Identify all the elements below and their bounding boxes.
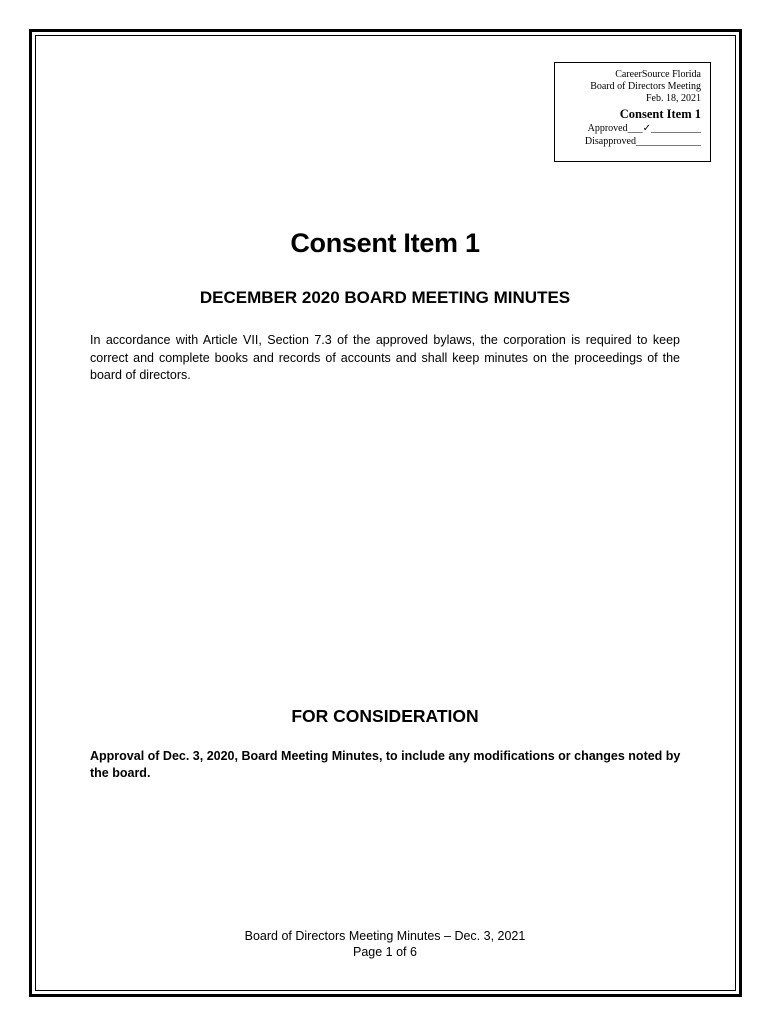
body-paragraph: In accordance with Article VII, Section 7.3 of the approved bylaws, the corporation is required to keep correct and complete books and records of accounts and shall keep minutes on the proceedings of the board of directors. (90, 333, 680, 382)
footer-title: Board of Directors Meeting Minutes – Dec. 3, 2021 (244, 929, 526, 943)
page-border-inner (35, 35, 736, 991)
stamp-meeting: Board of Directors Meeting (590, 81, 701, 92)
stamp-organization: CareerSource Florida (615, 69, 701, 80)
consideration-text: Approval of Dec. 3, 2020, Board Meeting Minutes, to include any modifications or changes noted by the board. (90, 749, 681, 780)
consideration-heading: FOR CONSIDERATION (291, 706, 479, 726)
footer-page-number: Page 1 of 6 (353, 945, 417, 959)
stamp-date: Feb. 18, 2021 (646, 93, 701, 104)
page-subtitle: DECEMBER 2020 BOARD MEETING MINUTES (199, 288, 571, 307)
page-footer (0, 928, 770, 960)
stamp-disapproved-line: Disapproved_____________ (584, 136, 701, 147)
stamp-item-label: Consent Item 1 (619, 107, 701, 121)
approval-stamp-box (554, 62, 711, 162)
stamp-approved-line: Approved___✓__________ (587, 123, 701, 134)
page-title: Consent Item 1 (290, 228, 480, 258)
